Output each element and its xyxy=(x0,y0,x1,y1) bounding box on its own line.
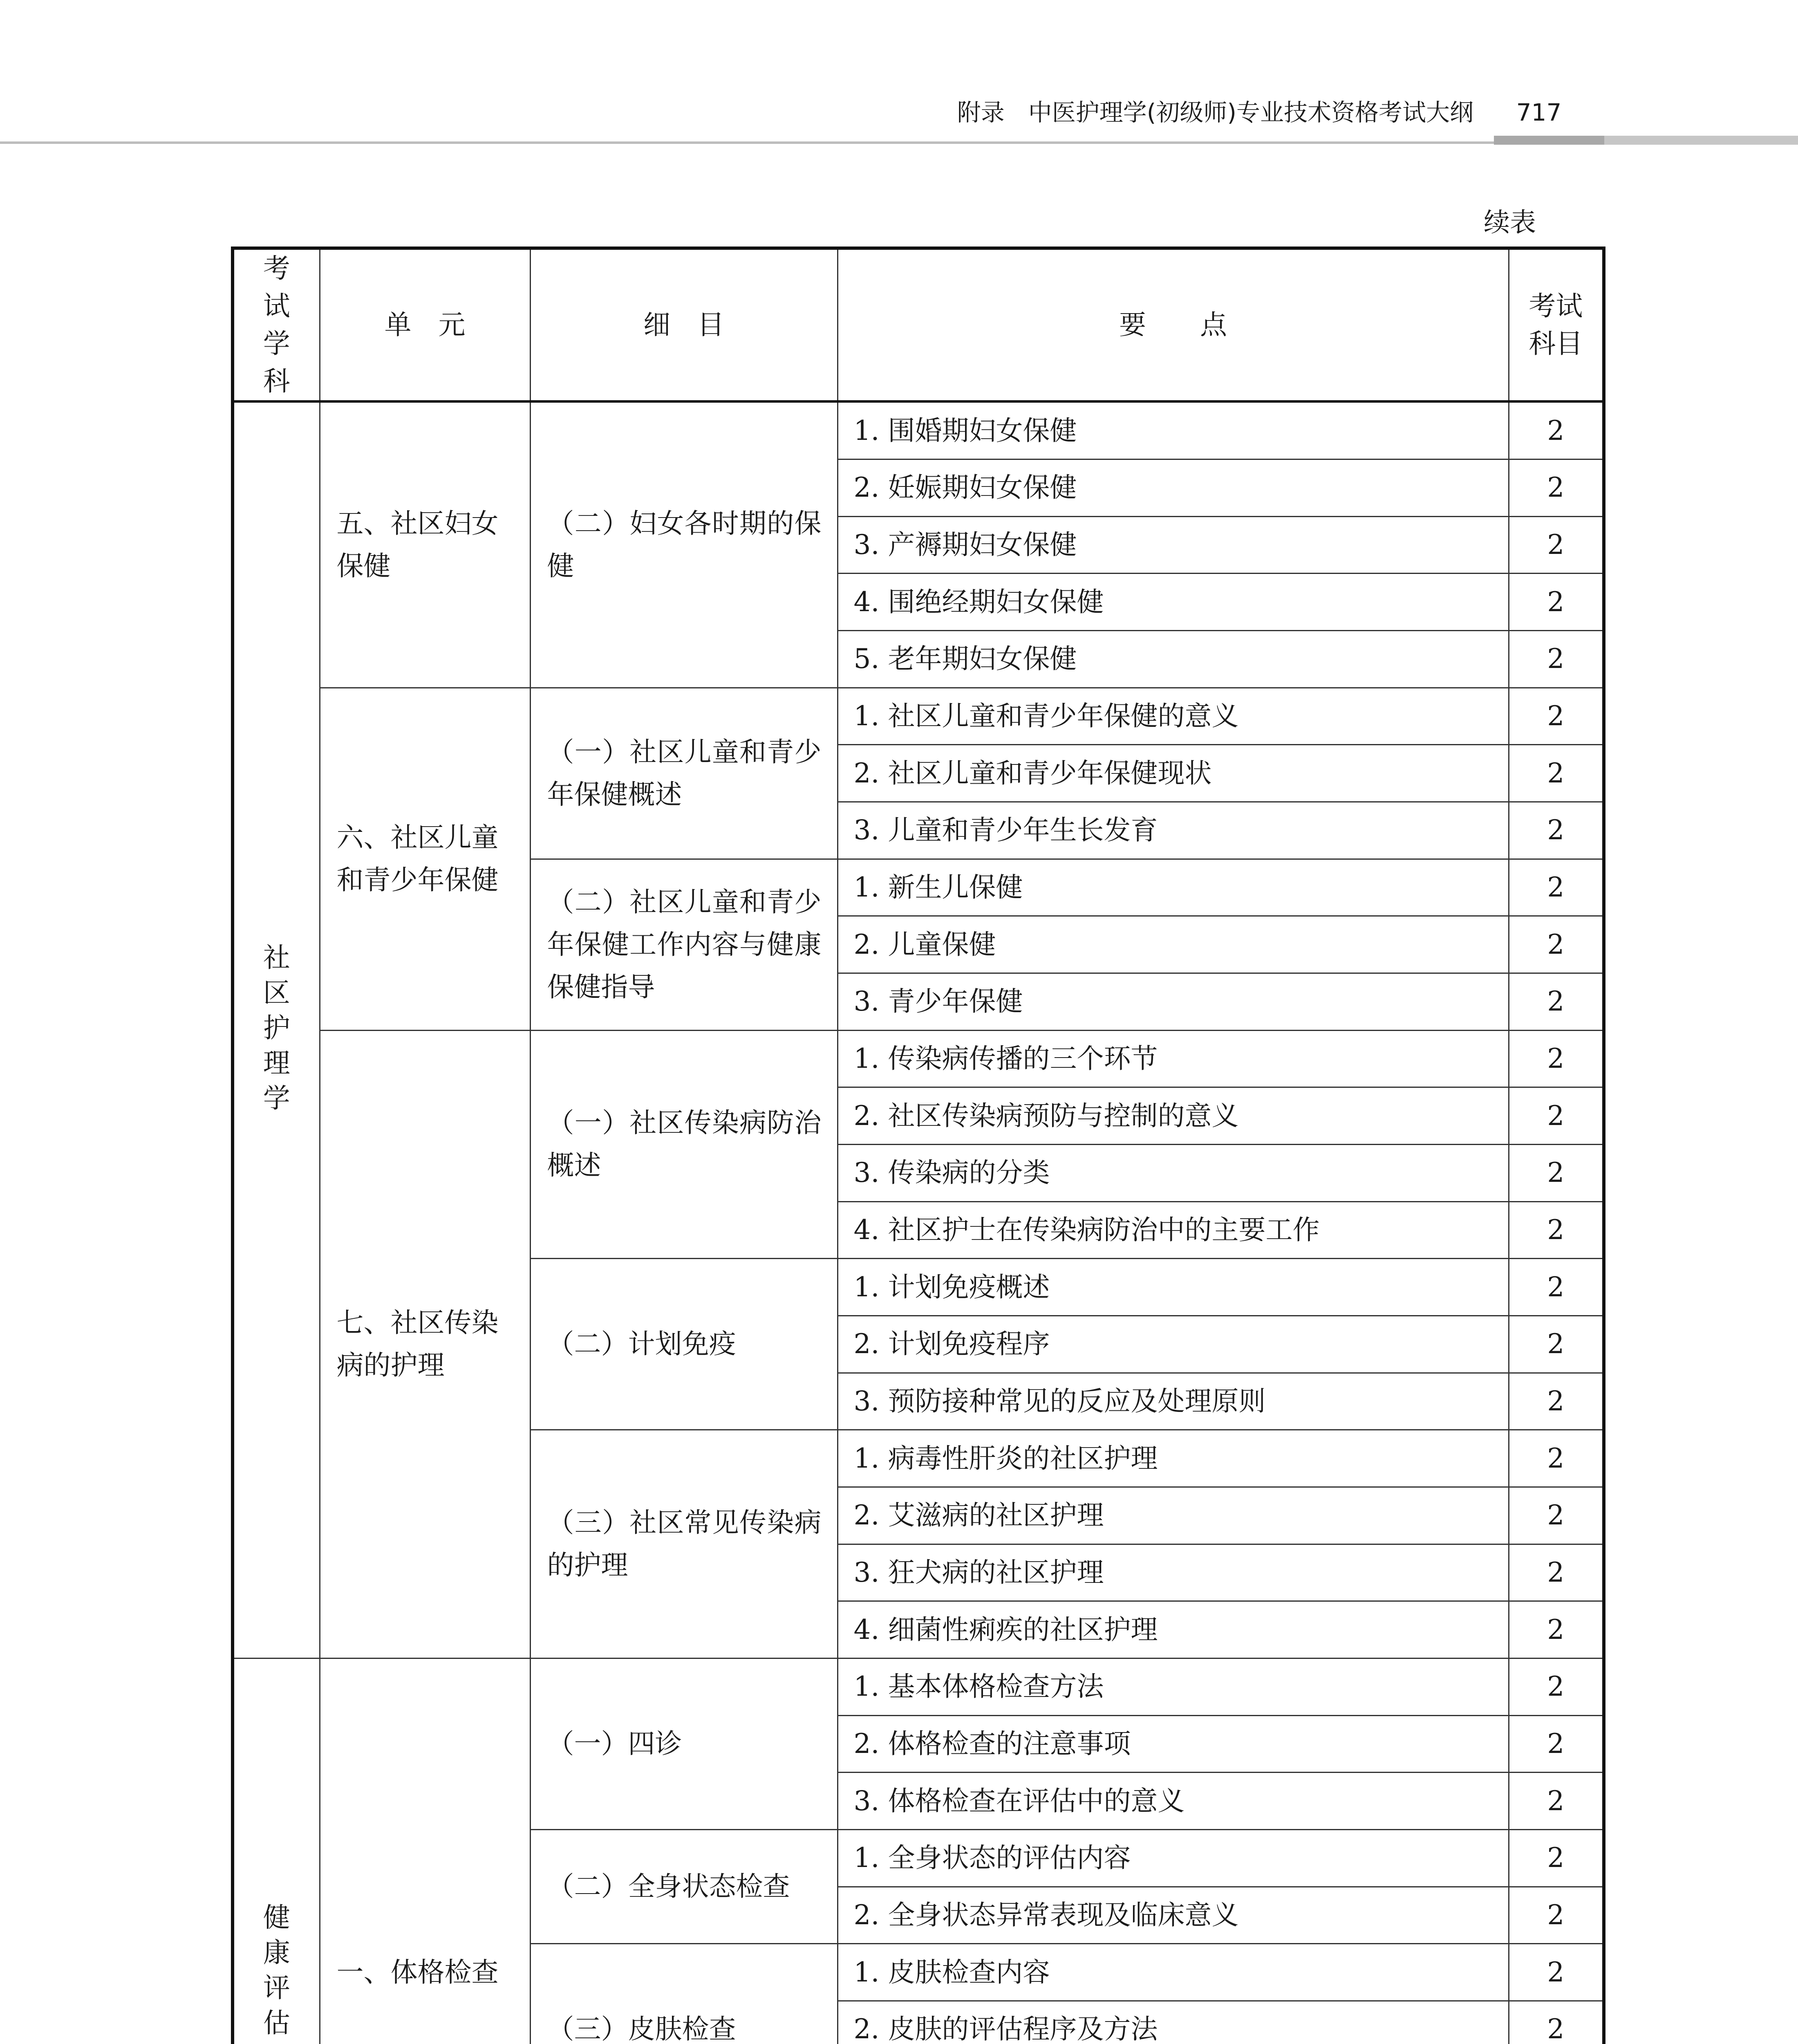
detail-cell: （一）社区传染病防治概述 xyxy=(530,1030,837,1259)
exam-subject-cell: 2 xyxy=(1509,1829,1604,1887)
exam-subject-cell: 2 xyxy=(1509,574,1604,631)
unit-cell: 一、体格检查 xyxy=(320,1658,530,2044)
syllabus-table xyxy=(231,247,1605,2044)
table-row xyxy=(233,1030,1604,1087)
point-cell: 2. 计划免疫程序 xyxy=(837,1316,1509,1373)
detail-cell: （三）社区常见传染病的护理 xyxy=(530,1430,837,1659)
exam-subject-cell: 2 xyxy=(1509,459,1604,517)
point-cell: 1. 围婚期妇女保健 xyxy=(837,401,1509,459)
exam-subject-cell: 2 xyxy=(1509,1773,1604,1830)
point-cell: 2. 艾滋病的社区护理 xyxy=(837,1487,1509,1544)
exam-subject-cell: 2 xyxy=(1509,1259,1604,1316)
header-unit: 单 元 xyxy=(320,248,530,401)
detail-cell: （三）皮肤检查 xyxy=(530,1944,837,2044)
point-cell: 1. 社区儿童和青少年保健的意义 xyxy=(837,688,1509,745)
exam-subject-cell: 2 xyxy=(1509,1144,1604,1201)
exam-subject-cell: 2 xyxy=(1509,1601,1604,1659)
unit-cell: 七、社区传染病的护理 xyxy=(320,1030,530,1658)
point-cell: 4. 围绝经期妇女保健 xyxy=(837,574,1509,631)
point-cell: 1. 新生儿保健 xyxy=(837,859,1509,916)
point-cell: 2. 皮肤的评估程序及方法 xyxy=(837,2001,1509,2044)
exam-subject-cell: 2 xyxy=(1509,745,1604,802)
exam-subject-cell: 2 xyxy=(1509,516,1604,574)
point-cell: 3. 青少年保健 xyxy=(837,973,1509,1031)
subject-cell xyxy=(233,1658,320,2044)
unit-cell: 五、社区妇女保健 xyxy=(320,401,530,688)
point-cell: 2. 社区儿童和青少年保健现状 xyxy=(837,745,1509,802)
table-row xyxy=(233,688,1604,745)
header-exam: 考试科目 xyxy=(1509,248,1604,401)
point-cell: 2. 妊娠期妇女保健 xyxy=(837,459,1509,517)
exam-subject-cell: 2 xyxy=(1509,1316,1604,1373)
point-cell: 1. 传染病传播的三个环节 xyxy=(837,1030,1509,1087)
point-cell: 3. 体格检查在评估中的意义 xyxy=(837,1773,1509,1830)
header-detail: 细 目 xyxy=(530,248,837,401)
point-cell: 1. 基本体格检查方法 xyxy=(837,1658,1509,1715)
page-number: 717 xyxy=(1516,99,1562,126)
point-cell: 1. 计划免疫概述 xyxy=(837,1259,1509,1316)
unit-cell: 六、社区儿童和青少年保健 xyxy=(320,688,530,1030)
continued-label: 续表 xyxy=(1484,208,1536,238)
header-subject: 考试学科 xyxy=(233,248,320,401)
point-cell: 4. 细菌性痢疾的社区护理 xyxy=(837,1601,1509,1659)
point-cell: 3. 传染病的分类 xyxy=(837,1144,1509,1201)
exam-subject-cell: 2 xyxy=(1509,401,1604,459)
point-cell: 2. 全身状态异常表现及临床意义 xyxy=(837,1887,1509,1944)
table-header-row xyxy=(233,248,1604,401)
point-cell: 2. 社区传染病预防与控制的意义 xyxy=(837,1087,1509,1145)
exam-subject-cell: 2 xyxy=(1509,1887,1604,1944)
exam-subject-cell: 2 xyxy=(1509,973,1604,1031)
exam-subject-cell: 2 xyxy=(1509,1658,1604,1715)
exam-subject-cell: 2 xyxy=(1509,1487,1604,1544)
point-cell: 3. 产褥期妇女保健 xyxy=(837,516,1509,574)
point-cell: 3. 预防接种常见的反应及处理原则 xyxy=(837,1373,1509,1430)
exam-subject-cell: 2 xyxy=(1509,631,1604,688)
detail-cell: （二）妇女各时期的保健 xyxy=(530,401,837,688)
detail-cell: （二）计划免疫 xyxy=(530,1259,837,1430)
table-row xyxy=(233,401,1604,459)
header-points: 要 点 xyxy=(837,248,1509,401)
point-cell: 4. 社区护士在传染病防治中的主要工作 xyxy=(837,1201,1509,1259)
point-cell: 1. 病毒性肝炎的社区护理 xyxy=(837,1430,1509,1487)
subject-name: 社区护理学 xyxy=(263,942,290,1114)
exam-subject-cell: 2 xyxy=(1509,1430,1604,1487)
subject-name: 健康评估 xyxy=(263,1902,290,2039)
exam-subject-cell: 2 xyxy=(1509,1087,1604,1145)
point-cell: 2. 体格检查的注意事项 xyxy=(837,1715,1509,1773)
point-cell: 1. 皮肤检查内容 xyxy=(837,1944,1509,2001)
point-cell: 1. 全身状态的评估内容 xyxy=(837,1829,1509,1887)
detail-cell: （一）四诊 xyxy=(530,1658,837,1829)
point-cell: 2. 儿童保健 xyxy=(837,916,1509,973)
exam-subject-cell: 2 xyxy=(1509,1944,1604,2001)
header-title: 附录 中医护理学(初级师)专业技术资格考试大纲 xyxy=(957,99,1473,126)
table-body xyxy=(233,401,1604,2044)
detail-cell: （一）社区儿童和青少年保健概述 xyxy=(530,688,837,859)
exam-subject-cell: 2 xyxy=(1509,1030,1604,1087)
exam-subject-cell: 2 xyxy=(1509,916,1604,973)
detail-cell: （二）全身状态检查 xyxy=(530,1829,837,1943)
header-accent-bar-dark xyxy=(1494,136,1604,145)
exam-subject-cell: 2 xyxy=(1509,2001,1604,2044)
table-row xyxy=(233,1658,1604,1715)
subject-cell xyxy=(233,401,320,1658)
exam-subject-cell: 2 xyxy=(1509,1373,1604,1430)
exam-subject-cell: 2 xyxy=(1509,1544,1604,1601)
exam-subject-cell: 2 xyxy=(1509,802,1604,859)
point-cell: 5. 老年期妇女保健 xyxy=(837,631,1509,688)
detail-cell: （二）社区儿童和青少年保健工作内容与健康保健指导 xyxy=(530,859,837,1030)
exam-subject-cell: 2 xyxy=(1509,1201,1604,1259)
exam-subject-cell: 2 xyxy=(1509,1715,1604,1773)
point-cell: 3. 狂犬病的社区护理 xyxy=(837,1544,1509,1601)
exam-subject-cell: 2 xyxy=(1509,859,1604,916)
point-cell: 3. 儿童和青少年生长发育 xyxy=(837,802,1509,859)
exam-subject-cell: 2 xyxy=(1509,688,1604,745)
